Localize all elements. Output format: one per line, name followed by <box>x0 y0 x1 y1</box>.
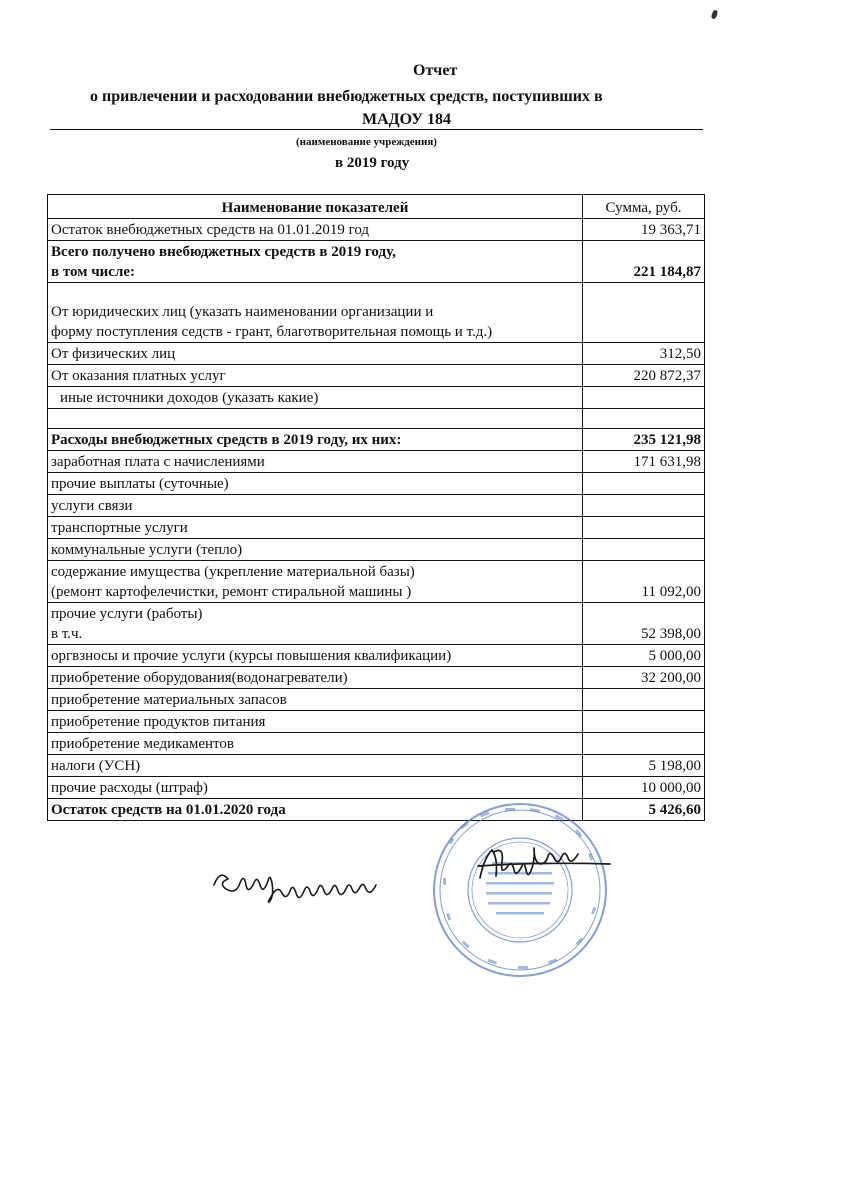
row-label: приобретение медикаментов <box>48 733 583 755</box>
row-label: Расходы внебюджетных средств в 2019 году, их них: <box>48 429 583 451</box>
institution-caption: (наименование учреждения) <box>296 136 437 148</box>
row-label: транспортные услуги <box>48 517 583 539</box>
row-value: 312,50 <box>583 343 705 365</box>
row-value <box>583 517 705 539</box>
report-table <box>47 194 705 821</box>
table-row <box>48 343 705 365</box>
row-label: налоги (УСН) <box>48 755 583 777</box>
table-row <box>48 241 705 283</box>
institution-name: МАДОУ 184 <box>362 111 451 128</box>
row-label: заработная плата с начислениями <box>48 451 583 473</box>
row-value <box>583 689 705 711</box>
row-value: 171 631,98 <box>583 451 705 473</box>
official-stamp <box>430 800 610 980</box>
row-label: приобретение оборудования(водонагреватели) <box>48 667 583 689</box>
column-header-sum: Сумма, руб. <box>583 195 705 219</box>
row-label <box>48 409 583 429</box>
table-row <box>48 733 705 755</box>
row-value <box>583 711 705 733</box>
table-row <box>48 755 705 777</box>
row-value <box>583 409 705 429</box>
signature-handwritten <box>470 838 620 888</box>
signature-position-handwritten <box>210 855 420 905</box>
table-row <box>48 409 705 429</box>
table-row <box>48 539 705 561</box>
row-label: приобретение продуктов питания <box>48 711 583 733</box>
institution-underline <box>50 129 703 130</box>
report-subtitle: о привлечении и расходовании внебюджетных средств, поступивших в <box>90 88 603 105</box>
table-row <box>48 451 705 473</box>
report-title: Отчет <box>413 62 458 79</box>
row-label: От оказания платных услуг <box>48 365 583 387</box>
report-year: в 2019 году <box>335 155 410 171</box>
row-value: 5 198,00 <box>583 755 705 777</box>
row-value: 221 184,87 <box>583 241 705 283</box>
row-value <box>583 387 705 409</box>
row-label: прочие расходы (штраф) <box>48 777 583 799</box>
row-value <box>583 283 705 343</box>
table-row <box>48 365 705 387</box>
row-label: оргвзносы и прочие услуги (курсы повышения квалификации) <box>48 645 583 667</box>
row-value: 5 000,00 <box>583 645 705 667</box>
row-label: содержание имущества (укрепление материальной базы) (ремонт картофелечистки, ремонт стиральной машины ) <box>48 561 583 603</box>
row-label: прочие выплаты (суточные) <box>48 473 583 495</box>
row-value: 5 426,60 <box>583 799 705 821</box>
table-row <box>48 689 705 711</box>
row-value: 10 000,00 <box>583 777 705 799</box>
table-row <box>48 667 705 689</box>
row-label: Всего получено внебюджетных средств в 2019 году, в том числе: <box>48 241 583 283</box>
table-row <box>48 495 705 517</box>
row-value: 19 363,71 <box>583 219 705 241</box>
row-value <box>583 473 705 495</box>
table-row <box>48 777 705 799</box>
row-label: Остаток средств на 01.01.2020 года <box>48 799 583 821</box>
table-row <box>48 473 705 495</box>
row-value: 11 092,00 <box>583 561 705 603</box>
row-label: От юридических лиц (указать наименовании организации и форму поступления седств - грант, благотворительная помощь и т.д.) <box>48 283 583 343</box>
table-row <box>48 429 705 451</box>
table-row <box>48 645 705 667</box>
row-value <box>583 539 705 561</box>
row-value <box>583 495 705 517</box>
scan-speck <box>711 9 719 19</box>
row-label: коммунальные услуги (тепло) <box>48 539 583 561</box>
row-label: прочие услуги (работы) в т.ч. <box>48 603 583 645</box>
table-row <box>48 603 705 645</box>
table-row <box>48 561 705 603</box>
table-row <box>48 517 705 539</box>
table-header-row <box>48 195 705 219</box>
row-label: иные источники доходов (указать какие) <box>48 387 583 409</box>
row-value: 235 121,98 <box>583 429 705 451</box>
row-value: 220 872,37 <box>583 365 705 387</box>
table-row <box>48 387 705 409</box>
row-value: 52 398,00 <box>583 603 705 645</box>
table-row <box>48 283 705 343</box>
column-header-name: Наименование показателей <box>48 195 583 219</box>
row-label: От физических лиц <box>48 343 583 365</box>
table-row <box>48 711 705 733</box>
table-row <box>48 219 705 241</box>
row-value <box>583 733 705 755</box>
row-label: услуги связи <box>48 495 583 517</box>
row-value: 32 200,00 <box>583 667 705 689</box>
row-label: Остаток внебюджетных средств на 01.01.2019 год <box>48 219 583 241</box>
row-label: приобретение материальных запасов <box>48 689 583 711</box>
